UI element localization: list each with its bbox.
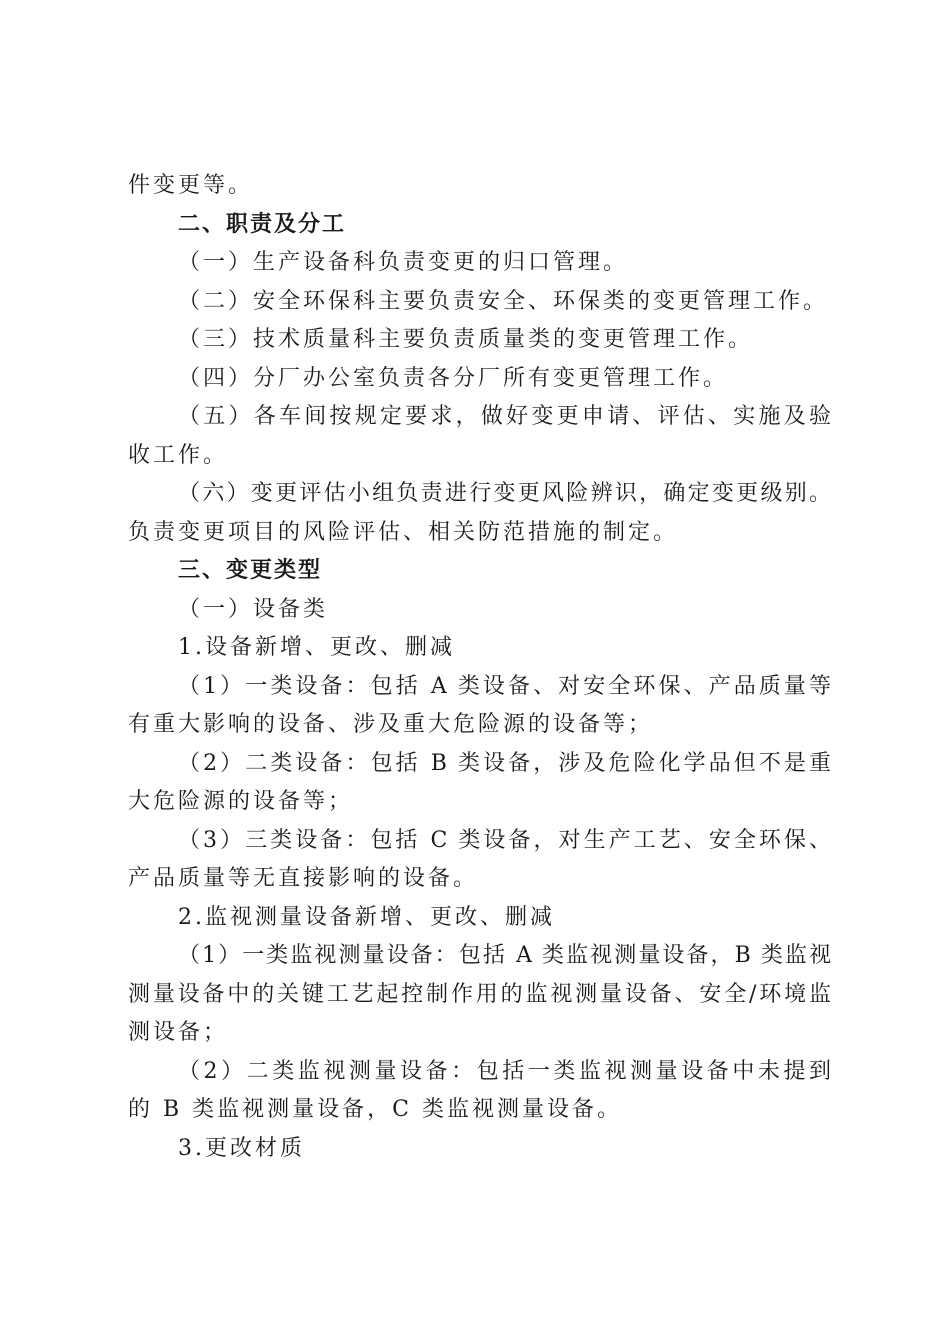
item-material-change: 3.更改材质 — [178, 1135, 305, 1161]
equipment-class-3: （3）三类设备：包括 C 类设备，对生产工艺、安全环保、 — [178, 827, 832, 853]
equipment-class-2-cont: 大危险源的设备等； — [128, 789, 354, 814]
measuring-class-2-cont: 的 B 类监视测量设备，C 类监视测量设备。 — [128, 1097, 622, 1122]
measuring-class-1-cont: 测量设备中的关键工艺起控制作用的监视测量设备、安全/环境监 — [128, 981, 832, 1007]
responsibility-item-3: （三）技术质量科主要负责质量类的变更管理工作。 — [178, 327, 754, 352]
responsibility-item-6: （六）变更评估小组负责进行变更风险辨识，确定变更级别。 — [178, 481, 832, 506]
section-heading-responsibilities: 二、职责及分工 — [178, 211, 347, 237]
responsibility-item-4: （四）分厂办公室负责各分厂所有变更管理工作。 — [178, 365, 729, 391]
item-measuring-equipment-changes: 2.监视测量设备新增、更改、删减 — [178, 904, 555, 930]
section-heading-change-types: 三、变更类型 — [178, 558, 323, 583]
responsibility-item-2: （二）安全环保科主要负责安全、环保类的变更管理工作。 — [178, 288, 829, 314]
measuring-class-1-cont-2: 测设备； — [128, 1020, 229, 1045]
responsibility-item-1: （一）生产设备科负责变更的归口管理。 — [178, 250, 629, 275]
subsection-equipment: （一）设备类 — [178, 596, 329, 622]
equipment-class-3-cont: 产品质量等无直接影响的设备。 — [128, 866, 479, 891]
equipment-class-1: （1）一类设备：包括 A 类设备、对安全环保、产品质量等 — [178, 673, 832, 699]
equipment-class-2: （2）二类设备：包括 B 类设备，涉及危险化学品但不是重 — [178, 750, 832, 776]
paragraph-continuation: 件变更等。 — [128, 173, 254, 198]
measuring-class-1: （1）一类监视测量设备：包括 A 类监视测量设备，B 类监视 — [178, 943, 832, 968]
responsibility-item-6-cont: 负责变更项目的风险评估、相关防范措施的制定。 — [128, 519, 679, 545]
responsibility-item-5-cont: 收工作。 — [128, 442, 229, 468]
responsibility-item-5: （五）各车间按规定要求，做好变更申请、评估、实施及验 — [178, 404, 832, 429]
equipment-class-1-cont: 有重大影响的设备、涉及重大危险源的设备等； — [128, 712, 654, 737]
measuring-class-2: （2）二类监视测量设备：包括一类监视测量设备中未提到 — [178, 1058, 832, 1084]
item-equipment-changes: 1.设备新增、更改、删减 — [178, 635, 455, 660]
